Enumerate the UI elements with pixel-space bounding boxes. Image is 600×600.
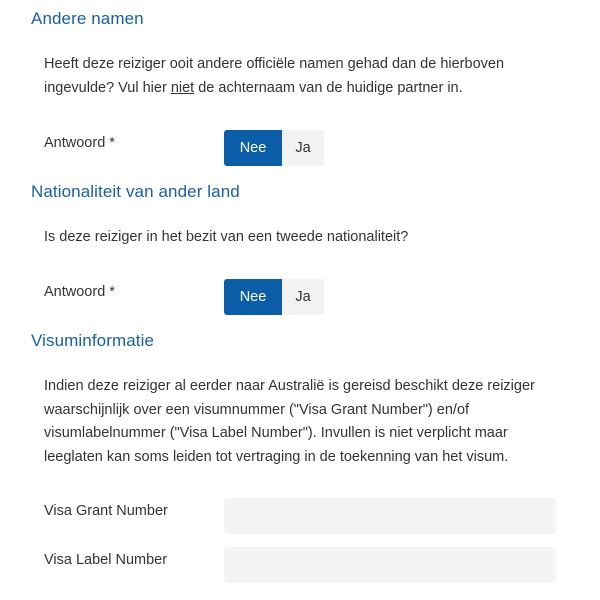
other-names-description [44, 53, 564, 100]
section-title-nationality: Nationaliteit van ander land [31, 182, 240, 201]
nationality-answer-label: Antwoord * [44, 284, 115, 300]
visa-description: Indien deze reiziger al eerder naar Australië is gereisd beschikt deze reiziger waarschijnlijk over een visumnummer ("Visa Grant Number") en/of visumlabelnummer ("Visa Label Number"). Invullen is niet verplicht maar leeglaten kan soms leiden tot vertraging in de toekenning van het visum. [44, 378, 535, 465]
nationality-description: Is deze reiziger in het bezit van een tweede nationaliteit? [44, 229, 409, 245]
other-names-answer-label: Antwoord * [44, 135, 115, 151]
visa-label-number-input[interactable] [224, 547, 556, 583]
section-title-visa: Visuminformatie [31, 331, 155, 350]
other-names-description-text: Heeft deze reiziger ooit andere officiële namen gehad dan de hierboven ingevulde? Vul hier [44, 56, 505, 96]
visa-grant-number-input[interactable] [224, 498, 556, 534]
other-names-answer-toggle [224, 130, 324, 166]
other-names-yes-button[interactable]: Ja [282, 130, 324, 166]
other-names-no-button[interactable]: Nee [224, 130, 282, 166]
nationality-yes-button[interactable]: Ja [282, 279, 324, 315]
other-names-description-text-end: de achternaam van de huidige partner in. [194, 79, 463, 96]
visa-label-number-label: Visa Label Number [44, 552, 168, 568]
nationality-no-button[interactable]: Nee [224, 279, 282, 315]
section-title-other-names: Andere namen [31, 9, 144, 28]
nationality-answer-toggle [224, 279, 324, 315]
other-names-description-emphasis: niet [170, 79, 195, 96]
visa-grant-number-label: Visa Grant Number [44, 503, 168, 519]
